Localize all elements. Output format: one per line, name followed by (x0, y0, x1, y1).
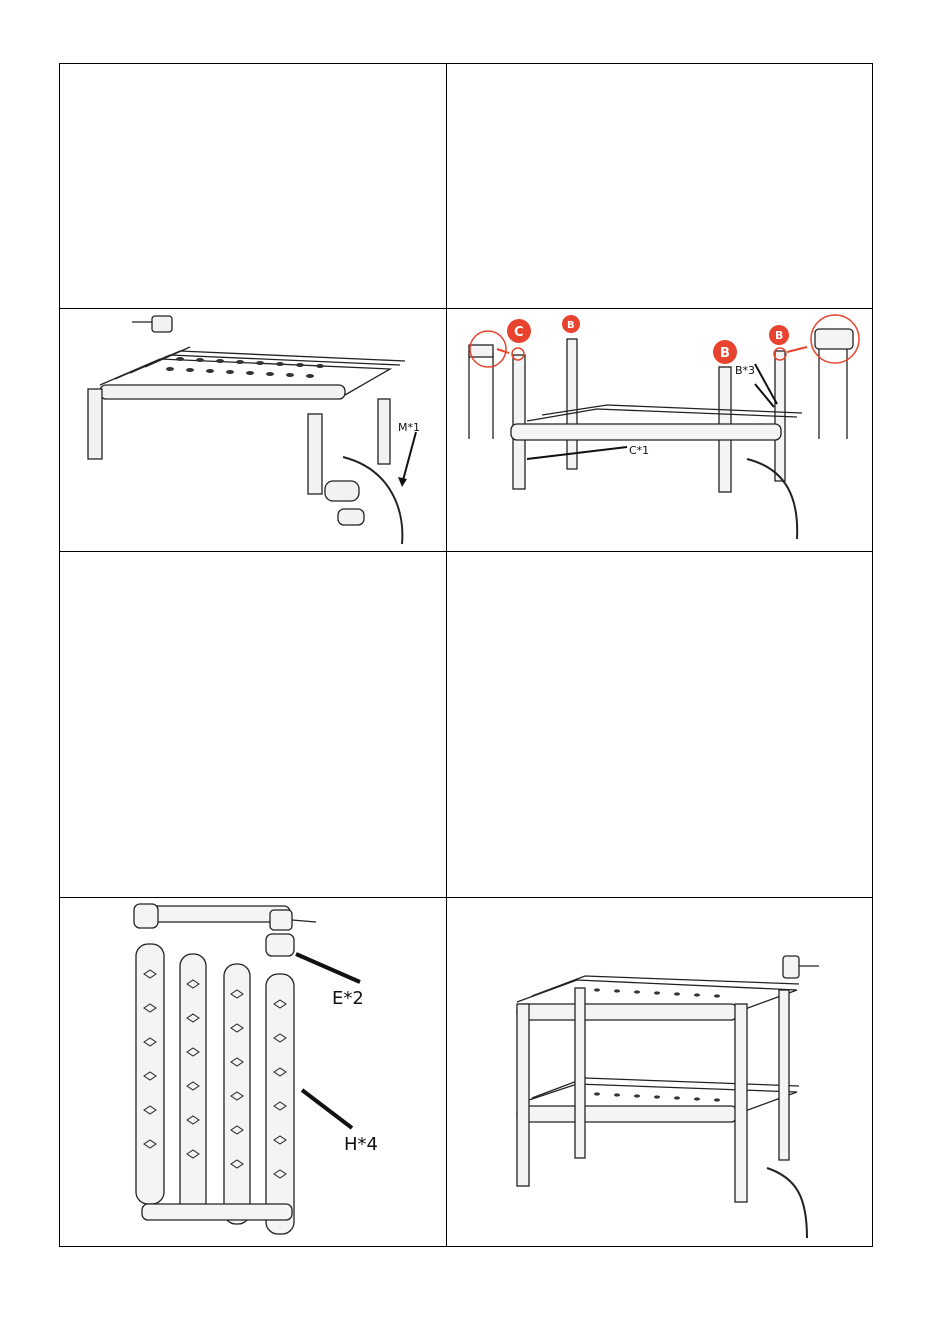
panel-5-empty (60, 552, 446, 897)
tubes-illustration (60, 898, 446, 1248)
badge-b2-text: B (720, 346, 730, 361)
label-m: M*1 (398, 421, 420, 434)
mallet-icon (132, 316, 172, 332)
label-b: B*3 (735, 364, 756, 377)
label-c: C*1 (629, 444, 650, 457)
badge-b1-text: B (567, 320, 575, 331)
rack-illustration (60, 309, 446, 551)
panel-4-legs-step (447, 309, 873, 551)
panel-8-two-tier-step (447, 898, 873, 1248)
legs-illustration (447, 309, 873, 551)
panel-2-empty (447, 64, 873, 308)
panel-7-tubes-step (60, 898, 446, 1248)
badge-b3-text: B (775, 329, 784, 342)
two-tier-illustration (447, 898, 873, 1248)
panel-3-rack-step (60, 309, 446, 551)
panel-6-empty (447, 552, 873, 897)
label-h: H*4 (344, 1134, 378, 1155)
instruction-grid (59, 63, 873, 1247)
panel-1-empty (60, 64, 446, 308)
label-e: E*2 (332, 988, 364, 1009)
badge-c-text: C (514, 325, 524, 340)
